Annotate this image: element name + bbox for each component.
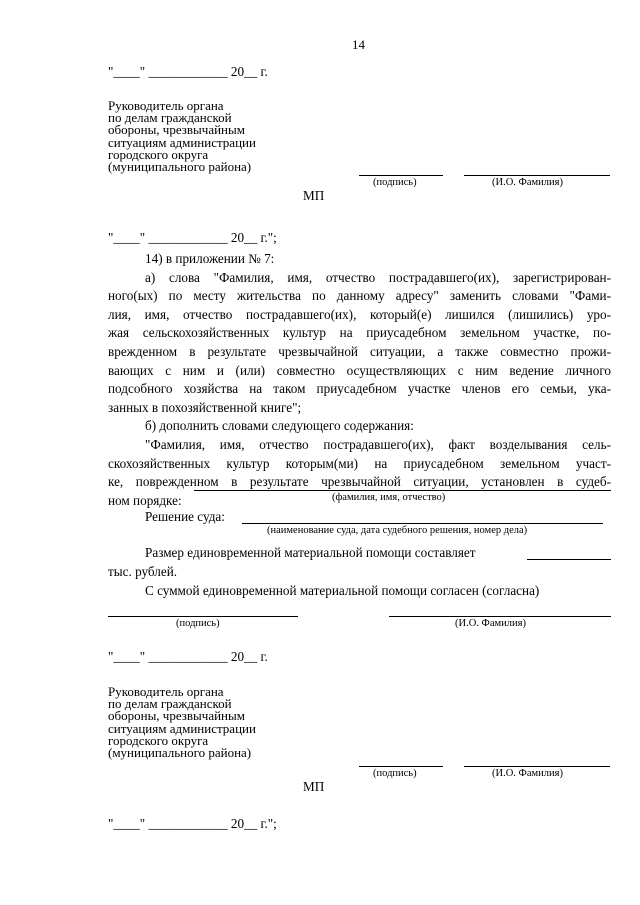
text-line: лия, имя, отчество пострадавшего(их), который(е) лишился (лишились) уро- <box>108 306 611 322</box>
court-decision-label: Решение суда: <box>145 509 225 524</box>
text-line: жая сельскохозяйственных культур на приусадебном земельном участке, по- <box>108 325 611 341</box>
text-line: ного(ых) по месту жительства по данному адресу" заменить словами "Фами- <box>108 288 611 304</box>
text-line: вающих с ним и (или) совместно осуществляющих с ним ведение личного <box>108 362 611 378</box>
signature-line <box>359 175 443 176</box>
official-title-line: по делам гражданской <box>108 110 232 126</box>
signature-caption: (подпись) <box>176 618 220 629</box>
court-fill-line[interactable] <box>242 523 603 524</box>
text-line: а) слова "Фамилия, имя, отчество пострадавшего(их), зарегистрирован- <box>145 269 611 285</box>
official-title-line: Руководитель органа <box>108 684 224 699</box>
date-line: "____" ____________ 20__ г."; <box>108 230 277 245</box>
official-title-line: Руководитель органа <box>108 98 224 113</box>
fio-caption: (фамилия, имя, отчество) <box>332 492 446 503</box>
name-line <box>389 616 611 617</box>
name-caption: (И.О. Фамилия) <box>492 768 563 779</box>
stamp-label: МП <box>303 779 325 794</box>
official-title-line: ситуациям администрации <box>108 134 256 150</box>
signature-line <box>108 616 298 617</box>
date-line: "____" ____________ 20__ г. <box>108 64 268 79</box>
text-line: 14) в приложении № 7: <box>145 251 275 266</box>
amount-label: Размер единовременной материальной помощи составляет <box>145 545 476 560</box>
official-title-line: (муниципального района) <box>108 159 252 175</box>
date-line: "____" ____________ 20__ г. <box>108 649 268 664</box>
signature-caption: (подпись) <box>373 768 417 779</box>
official-title-line: городского округа <box>108 732 209 748</box>
amount-fill-line[interactable] <box>527 559 611 560</box>
text-line: подсобного хозяйства на таком приусадебном участке членов его семьи, ука- <box>108 381 611 397</box>
name-line <box>464 175 610 176</box>
stamp-label: МП <box>303 188 325 203</box>
name-caption: (И.О. Фамилия) <box>455 618 526 629</box>
page-number: 14 <box>352 37 365 52</box>
court-caption: (наименование суда, дата судебного решения, номер дела) <box>267 525 528 536</box>
official-title-line: городского округа <box>108 146 209 162</box>
text-line: б) дополнить словами следующего содержания: <box>145 418 414 434</box>
text-line: ном порядке: <box>108 492 182 508</box>
official-title-block <box>108 686 256 759</box>
official-title-line: ситуациям администрации <box>108 720 256 736</box>
agreement-text: С суммой единовременной материальной помощи согласен (согласна) <box>145 583 540 598</box>
signature-caption: (подпись) <box>373 177 417 188</box>
fio-fill-line[interactable] <box>194 490 611 491</box>
official-title-line: обороны, чрезвычайным <box>108 122 245 138</box>
official-title-line: (муниципального района) <box>108 745 252 761</box>
text-line: "Фамилия, имя, отчество пострадавшего(их), факт возделывания сель- <box>145 436 611 452</box>
text-line: скохозяйственных культур которым(ми) на приусадебном земельном участ- <box>108 455 611 471</box>
text-line: занных в похозяйственной книге"; <box>108 399 302 415</box>
amount-unit: тыс. рублей. <box>108 564 178 579</box>
date-line: "____" ____________ 20__ г."; <box>108 816 277 831</box>
signature-line <box>359 766 443 767</box>
text-line: врежденном в результате чрезвычайной ситуации, а также совместно прожи- <box>108 343 611 359</box>
text-line: ке, поврежденном в результате чрезвычайной ситуации, установлен в судеб- <box>108 474 611 490</box>
amendment-text <box>108 250 611 510</box>
name-caption: (И.О. Фамилия) <box>492 177 563 188</box>
official-title-block <box>108 100 256 173</box>
official-title-line: по делам гражданской <box>108 696 232 712</box>
official-title-line: обороны, чрезвычайным <box>108 708 245 724</box>
name-line <box>464 766 610 767</box>
